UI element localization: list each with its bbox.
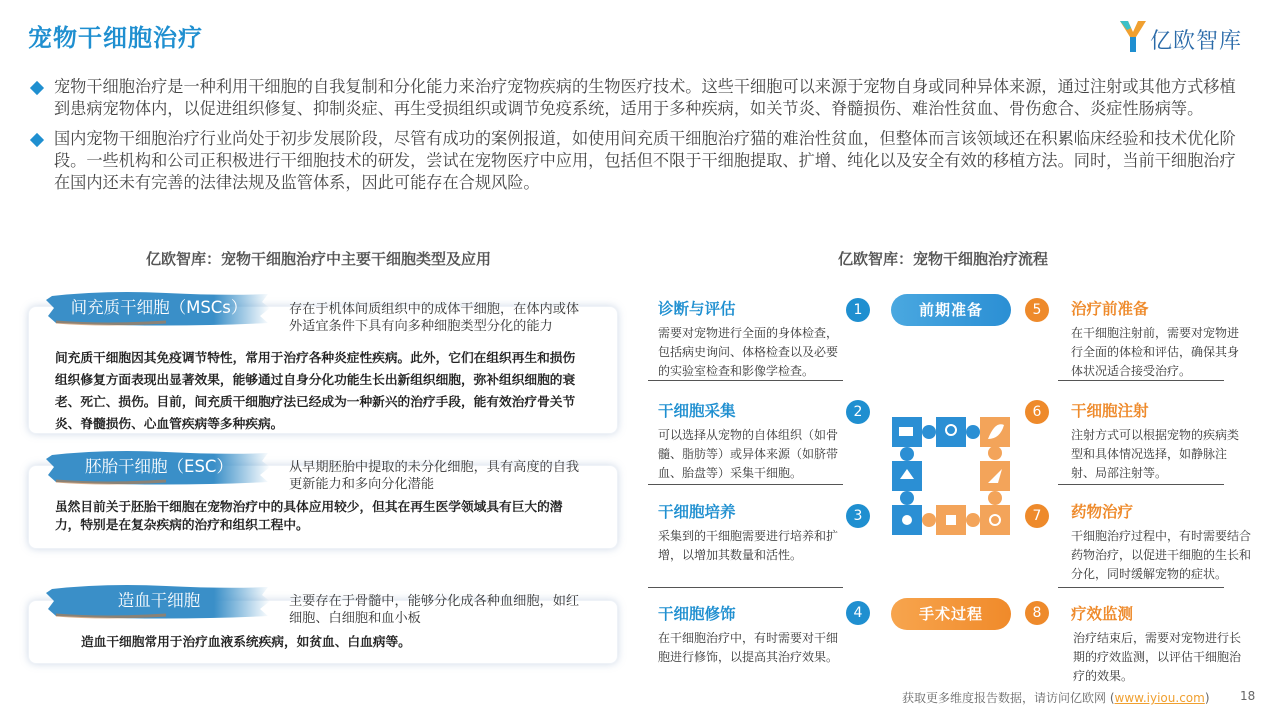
step-title-7: 药物治疗 — [1071, 503, 1134, 521]
card-body-text: 间充质干细胞因其免疫调节特性，常用于治疗各种炎症性疾病。此外，它们在组织再生和损伤组织修复方面表现出显著效果，能够通过自身分化功能生长出新组织细胞，弥补组织细胞的衰老、死亡、损伤。目前，间充质干细胞疗法已经成为一种新兴的治疗手段，能有效治疗骨关节炎、脊髓损伤、心血管疾病等多种疾病。 — [55, 350, 576, 431]
logo-mark-icon — [1118, 18, 1148, 54]
step-desc-7: 干细胞治疗过程中，有时需要结合药物治疗，以促进干细胞的生长和分化，同时缓解宠物的症状。 — [1071, 529, 1252, 581]
step-number-3: 3 — [846, 504, 870, 528]
logo — [1118, 18, 1258, 58]
footer-text — [902, 689, 1210, 706]
phase-pill-pre: 前期准备 — [891, 294, 1011, 326]
card-side-text: 存在于机体间质组织中的成体干细胞，在体内或体外适宜条件下具有向多种细胞类型分化的能力 — [289, 302, 580, 334]
card-side-text: 从早期胚胎中提取的未分化细胞，具有高度的自我更新能力和多向分化潜能 — [289, 460, 580, 492]
brush-label-text: 造血干细胞 — [117, 591, 201, 610]
logo-text: 亿欧智库 — [1150, 29, 1243, 54]
step-title-2: 干细胞采集 — [658, 402, 736, 420]
puzzle-graphic — [890, 413, 1014, 537]
brush-label-esc — [46, 447, 272, 487]
step-desc-1: 需要对宠物进行全面的身体检查，包括病史询问、体格检查以及必要的实验室检查和影像学检查。 — [658, 326, 839, 378]
intro-bullet — [30, 76, 1250, 120]
step-desc-3: 采集到的干细胞需要进行培养和扩增，以增加其数量和活性。 — [658, 529, 839, 562]
step-number-8: 8 — [1025, 601, 1049, 625]
diamond-bullet-icon — [30, 133, 44, 147]
footer-suffix: ) — [1204, 691, 1210, 705]
brush-label-text: 胚胎干细胞（ESC） — [85, 457, 233, 476]
brush-label-text: 间充质干细胞（MSCs） — [70, 298, 248, 317]
divider — [1058, 587, 1224, 588]
right-section-title: 亿欧智库：宠物干细胞治疗流程 — [838, 250, 1049, 268]
step-title-3: 干细胞培养 — [658, 503, 736, 521]
card-body-text: 造血干细胞常用于治疗血液系统疾病，如贫血、白血病等。 — [81, 634, 411, 649]
step-desc-4: 在干细胞治疗中，有时需要对干细胞进行修饰，以提高其治疗效果。 — [658, 631, 839, 664]
step-number-5: 5 — [1025, 298, 1049, 322]
left-section-title: 亿欧智库：宠物干细胞治疗中主要干细胞类型及应用 — [146, 250, 492, 268]
card-side-text: 主要存在于骨髓中，能够分化成各种血细胞，如红细胞、白细胞和血小板 — [289, 594, 580, 626]
divider — [1058, 380, 1224, 381]
intro-text: 宠物干细胞治疗是一种利用干细胞的自我复制和分化能力来治疗宠物疾病的生物医疗技术。这些干细胞可以来源于宠物自身或同种异体来源，通过注射或其他方式移植到患病宠物体内，以促进组织修复、抑制炎症、再生受损组织或调节免疫系统，适用于多种疾病，如关节炎、脊髓损伤、难治性贫血、骨伤愈合、炎症性肠病等。 — [54, 77, 1236, 118]
step-number-1: 1 — [846, 298, 870, 322]
page-number: 18 — [1240, 689, 1256, 703]
footer-link[interactable]: www.iyiou.com — [1114, 691, 1205, 705]
divider — [648, 380, 843, 381]
step-desc-5: 在干细胞注射前，需要对宠物进行全面的体检和评估，确保其身体状况适合接受治疗。 — [1071, 326, 1240, 378]
step-number-4: 4 — [846, 601, 870, 625]
step-desc-8: 治疗结束后，需要对宠物进行长期的疗效监测，以评估干细胞治疗的效果。 — [1073, 631, 1242, 683]
card-body-text: 虽然目前关于胚胎干细胞在宠物治疗中的具体应用较少，但其在再生医学领域具有巨大的潜力，特别是在复杂疾病的治疗和组织工程中。 — [55, 499, 563, 532]
step-desc-2: 可以选择从宠物的自体组织（如骨髓、脂肪等）或异体来源（如脐带血、胎盘等）采集干细胞。 — [658, 428, 839, 480]
step-title-1: 诊断与评估 — [658, 300, 736, 318]
brush-label-mscs — [46, 288, 272, 328]
step-title-5: 治疗前准备 — [1071, 300, 1149, 318]
step-number-7: 7 — [1025, 504, 1049, 528]
step-number-2: 2 — [846, 400, 870, 424]
phase-pill-surgery: 手术过程 — [891, 598, 1011, 630]
intro-text: 国内宠物干细胞治疗行业尚处于初步发展阶段，尽管有成功的案例报道，如使用间充质干细胞治疗猫的难治性贫血，但整体而言该领域还在积累临床经验和技术优化阶段。一些机构和公司正积极进行干细胞技术的研发，尝试在宠物医疗中应用，包括但不限于干细胞提取、扩增、纯化以及安全有效的移植方法。同时，当前干细胞治疗在国内还未有完善的法律法规及监管体系，因此可能存在合规风险。 — [54, 129, 1236, 192]
step-desc-6: 注射方式可以根据宠物的疾病类型和具体情况选择，如静脉注射、局部注射等。 — [1071, 428, 1240, 480]
footer-prefix: 获取更多维度报告数据，请访问亿欧网 ( — [902, 691, 1115, 705]
step-title-6: 干细胞注射 — [1071, 402, 1149, 420]
divider — [648, 587, 843, 588]
intro-section — [30, 76, 1250, 202]
diamond-bullet-icon — [30, 81, 44, 95]
step-number-6: 6 — [1025, 400, 1049, 424]
intro-bullet — [30, 128, 1250, 194]
brush-label-hsc — [46, 581, 272, 621]
puzzle-icon — [890, 413, 1014, 537]
step-title-8: 疗效监测 — [1071, 605, 1134, 623]
divider — [1058, 484, 1224, 485]
divider — [648, 484, 843, 485]
page-title: 宠物干细胞治疗 — [28, 24, 203, 52]
step-title-4: 干细胞修饰 — [658, 605, 736, 623]
